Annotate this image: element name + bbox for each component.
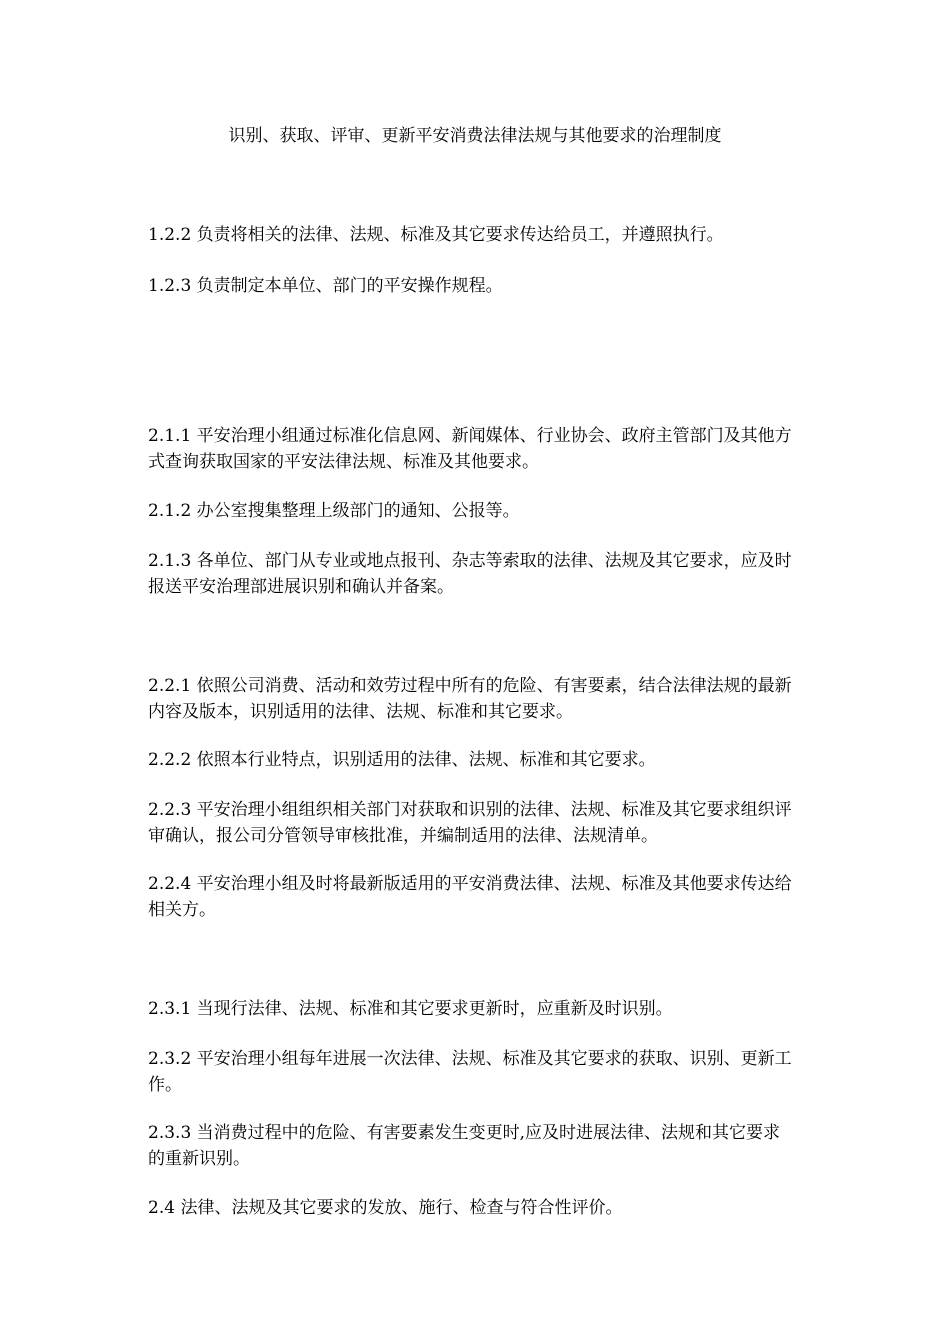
paragraph-2-1-2: 2.1.2 办公室搜集整理上级部门的通知、公报等。 bbox=[148, 501, 520, 521]
paragraph-2-2-2: 2.2.2 依照本行业特点，识别适用的法律、法规、标准和其它要求。 bbox=[148, 750, 656, 770]
paragraph-2-4: 2.4 法律、法规及其它要求的发放、施行、检查与符合性评价。 bbox=[148, 1198, 623, 1218]
paragraph-2-3-2: 2.3.2 平安治理小组每年进展一次法律、法规、标准及其它要求的获取、识别、更新工作。 bbox=[148, 1049, 792, 1095]
paragraph-2-2-4: 2.2.4 平安治理小组及时将最新版适用的平安消费法律、法规、标准及其他要求传达给相关方。 bbox=[148, 874, 792, 920]
document-title: 识别、获取、评审、更新平安消费法律法规与其他要求的治理制度 bbox=[228, 126, 722, 146]
paragraph-1-2-2: 1.2.2 负责将相关的法律、法规、标准及其它要求传达给员工，并遵照执行。 bbox=[148, 225, 724, 245]
paragraph-2-1-3: 2.1.3 各单位、部门从专业或地点报刊、杂志等索取的法律、法规及其它要求，应及时报送平安治理部进展识别和确认并备案。 bbox=[148, 551, 792, 597]
paragraph-2-3-1: 2.3.1 当现行法律、法规、标准和其它要求更新时，应重新及时识别。 bbox=[148, 999, 673, 1019]
paragraph-1-2-3: 1.2.3 负责制定本单位、部门的平安操作规程。 bbox=[148, 276, 503, 296]
paragraph-2-2-3: 2.2.3 平安治理小组组织相关部门对获取和识别的法律、法规、标准及其它要求组织评审确认，报公司分管领导审核批准，并编制适用的法律、法规清单。 bbox=[148, 800, 792, 846]
paragraph-2-1-1: 2.1.1 平安治理小组通过标准化信息网、新闻媒体、行业协会、政府主管部门及其他方式查询获取国家的平安法律法规、标准及其他要求。 bbox=[148, 426, 792, 472]
paragraph-2-2-1: 2.2.1 依照公司消费、活动和效劳过程中所有的危险、有害要素，结合法律法规的最新内容及版本，识别适用的法律、法规、标准和其它要求。 bbox=[148, 676, 792, 722]
paragraph-2-3-3: 2.3.3 当消费过程中的危险、有害要素发生变更时,应及时进展法律、法规和其它要求的重新识别。 bbox=[148, 1123, 781, 1169]
